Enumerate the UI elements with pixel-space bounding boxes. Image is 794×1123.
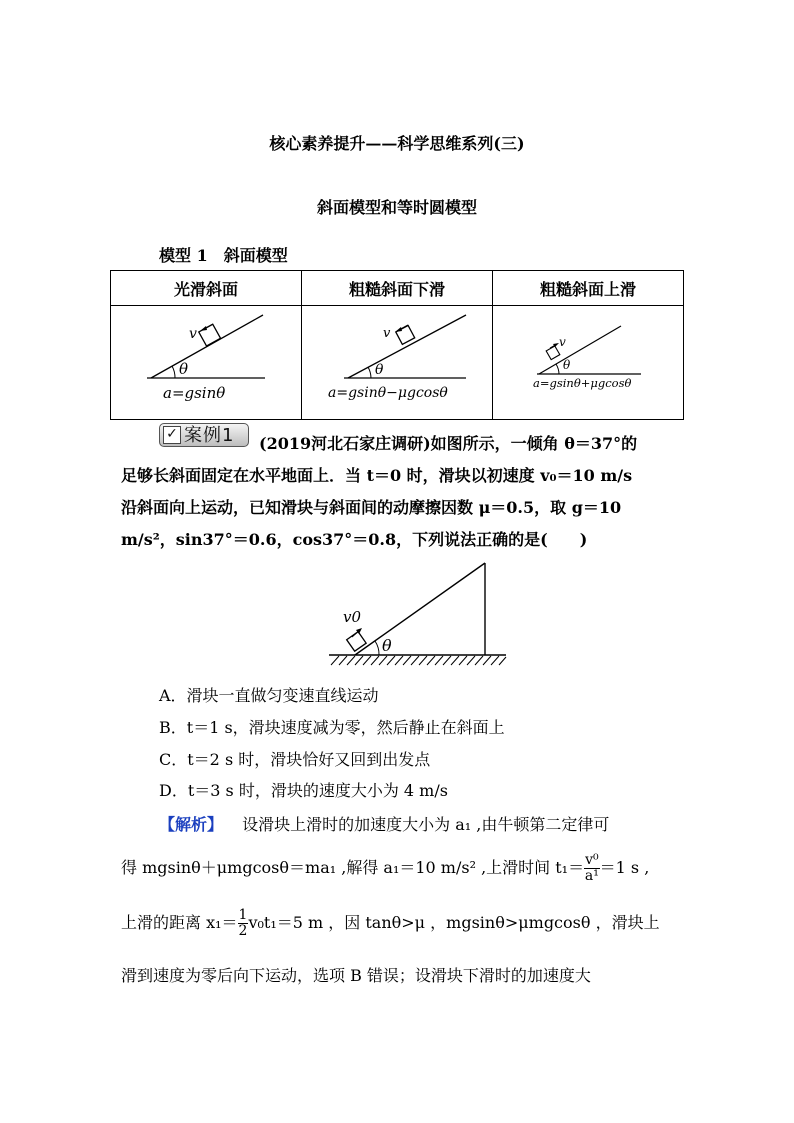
option-c: C．t＝2 s 时，滑块恰好又回到出发点 <box>159 750 431 769</box>
cell-smooth-incline <box>111 306 302 420</box>
problem-line-2: 足够长斜面固定在水平地面上．当 t＝0 时，滑块以初速度 v₀＝10 m/s <box>121 466 633 485</box>
rough-down-diagram <box>302 306 492 419</box>
angle-label: θ <box>382 636 392 655</box>
angle-label: θ <box>375 362 384 378</box>
angle-label: θ <box>563 358 571 372</box>
analysis-line-3 <box>121 908 660 939</box>
series-title: 核心素养提升——科学思维系列(三) <box>269 134 525 153</box>
analysis-text-1: 设滑块上滑时的加速度大小为 a₁ ,由牛顿第二定律可 <box>242 815 610 834</box>
column-header-rough-down: 粗糙斜面下滑 <box>302 271 493 306</box>
model-table <box>110 270 684 420</box>
cell-rough-up <box>493 306 684 420</box>
option-d: D．t＝3 s 时，滑块的速度大小为 4 m/s <box>159 781 448 800</box>
page-subtitle: 斜面模型和等时圆模型 <box>316 198 477 217</box>
analysis-text-2b: ＝1 s , <box>599 858 650 877</box>
option-b: B．t＝1 s，滑块速度减为零，然后静止在斜面上 <box>159 718 505 737</box>
velocity-label: v <box>383 326 391 341</box>
fraction-numerator: 1 <box>238 907 248 923</box>
formula-smooth: a=gsinθ <box>163 384 226 402</box>
rough-up-diagram <box>493 306 683 419</box>
fraction-denominator: 2 <box>238 923 248 939</box>
analysis-line-4: 滑到速度为零后向下运动，选项 B 错误；设滑块下滑时的加速度大 <box>121 966 591 985</box>
half-fraction <box>238 908 249 939</box>
model-heading: 模型 1 斜面模型 <box>159 246 288 265</box>
example-badge-label: 案例1 <box>184 425 235 446</box>
angle-label: θ <box>179 360 189 378</box>
fraction-numerator: v⁰ <box>585 852 599 868</box>
check-icon: ✓ <box>163 426 181 444</box>
cell-rough-down <box>302 306 493 420</box>
problem-line-1: (2019河北石家庄调研)如图所示，一倾角 θ＝37°的 <box>259 434 638 453</box>
analysis-line-2 <box>121 853 649 884</box>
analysis-text-2a: 得 mgsinθ＋μmgcosθ＝ma₁ ,解得 a₁＝10 m/s² ,上滑时间 t₁＝ <box>121 858 585 877</box>
formula-rough-down: a=gsinθ−μgcosθ <box>328 385 448 401</box>
problem-line-4: m/s²，sin37°＝0.6，cos37°＝0.8，下列说法正确的是( ) <box>121 530 588 549</box>
formula-rough-up: a=gsinθ+μgcosθ <box>533 376 632 390</box>
fraction-denominator: a¹ <box>584 868 599 884</box>
smooth-incline-diagram <box>111 306 301 419</box>
initial-velocity-label: v0 <box>343 608 362 626</box>
column-header-smooth: 光滑斜面 <box>111 271 302 306</box>
velocity-label: v <box>559 335 566 349</box>
column-header-rough-up: 粗糙斜面上滑 <box>493 271 684 306</box>
incline-figure <box>325 558 515 673</box>
velocity-label: v <box>189 326 197 342</box>
time-fraction <box>584 853 600 884</box>
analysis-line-1 <box>159 812 609 835</box>
analysis-text-3b: v₀t₁＝5 m ，因 tanθ>μ ，mgsinθ>μmgcosθ ，滑块上 <box>248 913 660 932</box>
analysis-text-3a: 上滑的距离 x₁＝ <box>121 913 238 932</box>
analysis-tag: 【解析】 <box>159 815 224 834</box>
option-a: A．滑块一直做匀变速直线运动 <box>159 686 379 705</box>
example-badge <box>159 423 249 447</box>
problem-line-3: 沿斜面向上运动，已知滑块与斜面间的动摩擦因数 μ＝0.5，取 g＝10 <box>121 498 622 517</box>
